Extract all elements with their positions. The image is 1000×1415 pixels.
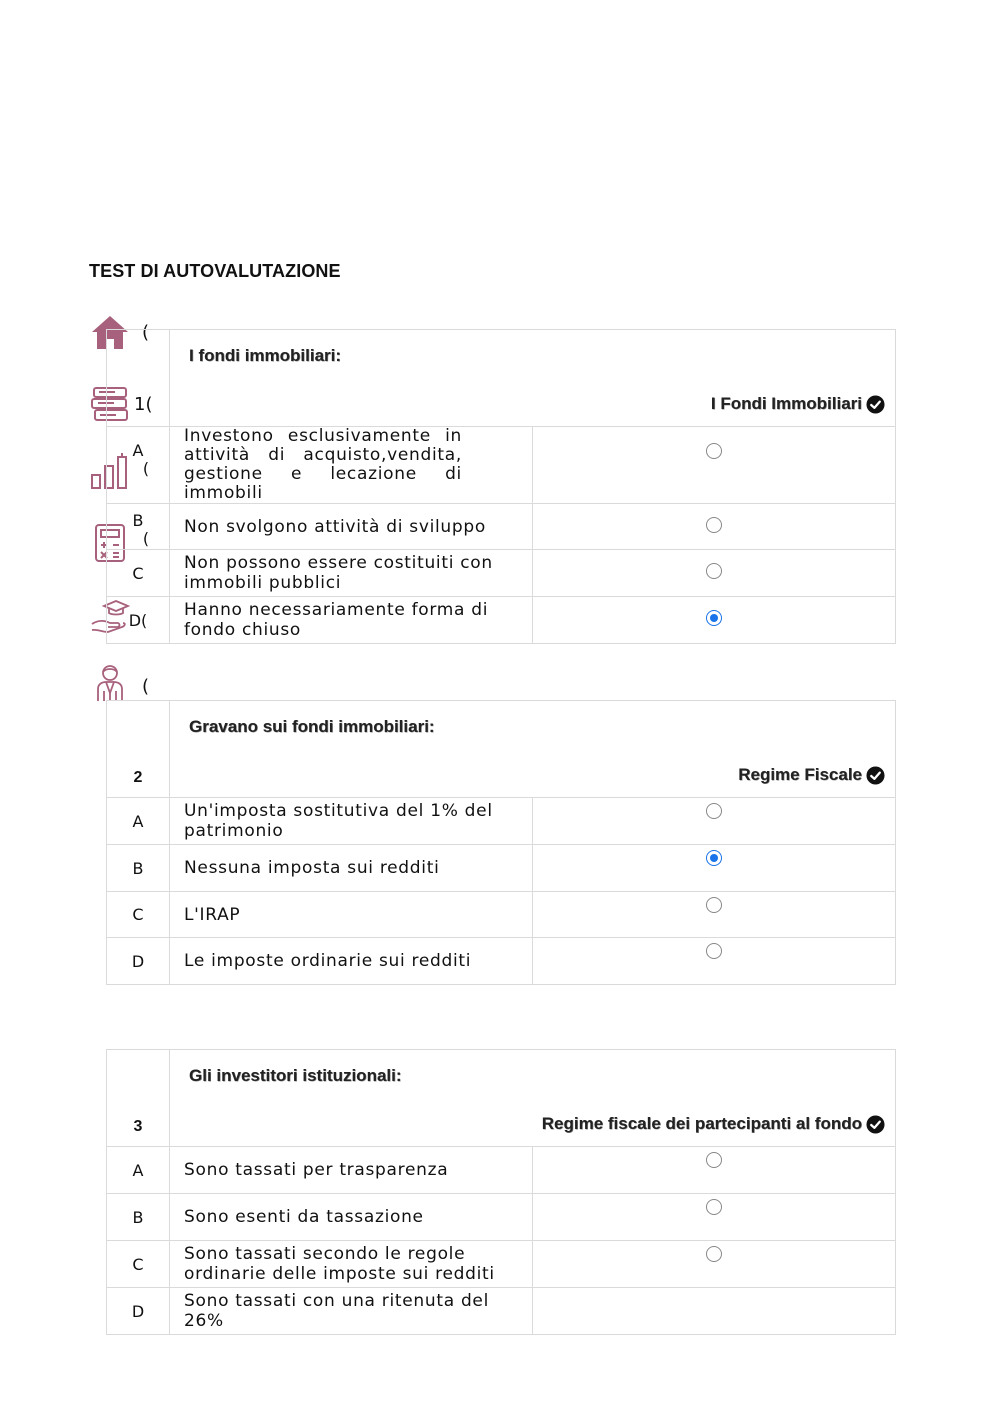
topic-label: Regime Fiscale bbox=[738, 765, 862, 784]
option-letter: A ( bbox=[107, 427, 170, 504]
option-radio[interactable] bbox=[533, 597, 896, 644]
option-letter: C bbox=[107, 550, 170, 597]
option-radio[interactable] bbox=[533, 1147, 896, 1194]
check-circle-icon bbox=[866, 395, 885, 414]
option-letter: C bbox=[107, 892, 170, 938]
question-header bbox=[170, 1050, 896, 1147]
question-text: I fondi immobiliari: bbox=[189, 346, 342, 365]
option-radio[interactable] bbox=[533, 1288, 896, 1335]
option-text: Hanno necessariamente forma di fondo chiuso bbox=[170, 597, 533, 644]
option-letter: B bbox=[107, 845, 170, 892]
option-letter: D( bbox=[107, 597, 170, 644]
option-radio[interactable] bbox=[533, 938, 896, 985]
question-2-table bbox=[106, 700, 896, 985]
option-text: Sono tassati secondo le regole ordinarie delle imposte sui redditi bbox=[170, 1241, 533, 1288]
option-text: Non svolgono attività di sviluppo bbox=[170, 504, 533, 550]
option-letter: D bbox=[107, 938, 170, 985]
topic-label: Regime fiscale dei partecipanti al fondo bbox=[541, 1114, 862, 1133]
option-text: L'IRAP bbox=[170, 892, 533, 938]
option-radio[interactable] bbox=[533, 550, 896, 597]
check-circle-icon bbox=[866, 766, 885, 785]
side-paren: 1( bbox=[134, 394, 153, 415]
question-topic bbox=[542, 1114, 885, 1134]
question-topic bbox=[738, 765, 885, 785]
question-1-table bbox=[106, 329, 896, 644]
check-circle-icon bbox=[866, 1115, 885, 1134]
option-radio[interactable] bbox=[533, 1241, 896, 1288]
question-text: Gravano sui fondi immobiliari: bbox=[189, 717, 435, 736]
option-letter: C bbox=[107, 1241, 170, 1288]
option-radio[interactable] bbox=[533, 427, 896, 504]
option-letter: B ( bbox=[107, 504, 170, 550]
question-topic bbox=[711, 394, 885, 414]
option-text: Non possono essere costituiti con immobili pubblici bbox=[170, 550, 533, 597]
option-text: Investono esclusivamente in attività di acquisto,vendita, gestione e lecazione di immobili bbox=[170, 427, 533, 504]
option-text: Le imposte ordinarie sui redditi bbox=[170, 938, 533, 985]
question-text: Gli investitori istituzionali: bbox=[189, 1066, 402, 1085]
page-title: TEST DI AUTOVALUTAZIONE bbox=[89, 261, 341, 281]
option-radio[interactable] bbox=[533, 504, 896, 550]
option-letter: B bbox=[107, 1194, 170, 1241]
option-text: Un'imposta sostitutiva del 1% del patrimonio bbox=[170, 798, 533, 845]
person-icon[interactable] bbox=[90, 663, 130, 703]
topic-label: I Fondi Immobiliari bbox=[710, 394, 862, 413]
option-radio[interactable] bbox=[533, 1194, 896, 1241]
option-text: Sono tassati con una ritenuta del 26% bbox=[170, 1288, 533, 1335]
option-radio[interactable] bbox=[533, 845, 896, 892]
option-letter: A bbox=[107, 798, 170, 845]
question-number: 2 bbox=[107, 701, 170, 798]
option-letter: A bbox=[107, 1147, 170, 1194]
option-radio[interactable] bbox=[533, 798, 896, 845]
question-number-cell bbox=[107, 330, 170, 427]
option-text: Sono tassati per trasparenza bbox=[170, 1147, 533, 1194]
question-3-table bbox=[106, 1049, 896, 1335]
question-header bbox=[170, 701, 896, 798]
side-paren: ( bbox=[142, 322, 150, 343]
question-number: 3 bbox=[107, 1050, 170, 1147]
side-paren: ( bbox=[142, 676, 150, 697]
question-header bbox=[170, 330, 896, 427]
option-text: Nessuna imposta sui redditi bbox=[170, 845, 533, 892]
option-radio[interactable] bbox=[533, 892, 896, 938]
option-text: Sono esenti da tassazione bbox=[170, 1194, 533, 1241]
option-letter: D bbox=[107, 1288, 170, 1335]
